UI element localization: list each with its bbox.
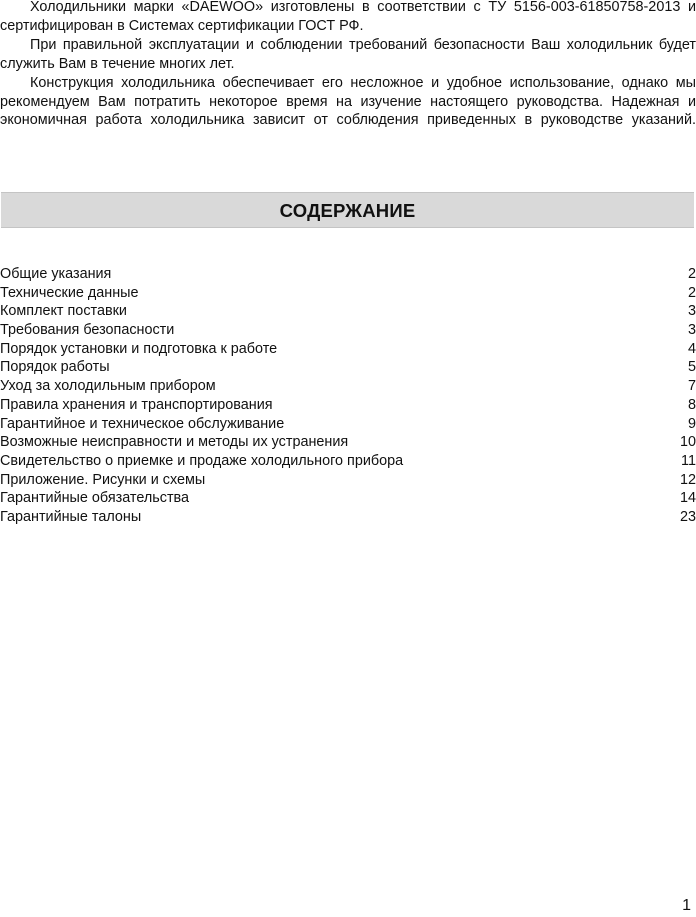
toc-entry-page: 14: [679, 490, 696, 507]
toc-entry[interactable]: [0, 358, 696, 377]
toc-entry-label: Технические данные: [0, 284, 139, 301]
toc-entry-label: Гарантийные талоны: [0, 508, 142, 525]
toc-entry-page: 2: [687, 284, 696, 301]
toc-entry-page: 3: [687, 303, 696, 320]
toc-entry-label: Возможные неисправности и методы их устранения: [0, 434, 349, 451]
page-number: 1: [682, 897, 691, 914]
intro-paragraph: Холодильники марки «DAEWOO» изготовлены в соответствии с ТУ 5156-003-61850758-2013 и сертифицирован в Системах сертификации ГОСТ РФ.: [0, 0, 696, 34]
toc-title: СОДЕРЖАНИЕ: [279, 200, 416, 221]
toc-entry-label: Общие указания: [0, 266, 112, 282]
toc-entry[interactable]: [0, 415, 696, 434]
toc-entry-page: 12: [679, 471, 696, 488]
toc-header-banner: [1, 192, 694, 228]
toc-entry-label: Правила хранения и транспортирования: [0, 396, 273, 413]
toc-entry-label: Порядок установки и подготовка к работе: [0, 340, 278, 357]
toc-entry-page: 2: [687, 266, 696, 282]
toc-entry[interactable]: [0, 340, 696, 359]
toc-entry[interactable]: [0, 265, 696, 284]
toc-entry[interactable]: [0, 396, 696, 415]
toc-entry-label: Порядок работы: [0, 359, 110, 376]
toc-entry[interactable]: [0, 302, 696, 321]
toc-entry-label: Комплект поставки: [0, 303, 127, 320]
intro-paragraph: При правильной эксплуатации и соблюдении требований безопасности Ваш холодильник будет служить Вам в течение многих лет.: [0, 36, 696, 72]
toc-entry[interactable]: [0, 377, 696, 396]
toc-entry-label: Приложение. Рисунки и схемы: [0, 471, 206, 488]
toc-entry[interactable]: [0, 433, 696, 452]
toc-entry-page: 4: [687, 340, 696, 357]
toc-entry-page: 3: [687, 322, 696, 339]
toc-entry-page: 10: [679, 434, 696, 451]
toc-entry-label: Свидетельство о приемке и продаже холодильного прибора: [0, 452, 404, 469]
toc-entry[interactable]: [0, 471, 696, 490]
toc-entry-page: 8: [687, 396, 696, 413]
intro-paragraph: Конструкция холодильника обеспечивает его несложное и удобное использование, однако мы рекомендуем Вам потратить некоторое время на изучение настоящего руководства. Надежная и экономичная работа холодильника зависит от соблюдения приведенных в руководстве указаний.: [0, 74, 696, 129]
intro-text: [0, 0, 696, 130]
toc-entry-label: Гарантийные обязательства: [0, 490, 190, 507]
toc-entry[interactable]: [0, 489, 696, 508]
toc-entry-page: 11: [681, 452, 696, 469]
toc-entry-page: 23: [679, 508, 696, 525]
toc-entry[interactable]: [0, 452, 696, 471]
toc-entry[interactable]: [0, 508, 696, 527]
toc-entry[interactable]: [0, 321, 696, 340]
toc-entry-page: 5: [687, 359, 696, 376]
toc-entry[interactable]: [0, 284, 696, 303]
table-of-contents: [0, 265, 696, 527]
toc-entry-label: Требования безопасности: [0, 322, 175, 339]
toc-entry-label: Уход за холодильным прибором: [0, 378, 216, 395]
toc-entry-label: Гарантийное и техническое обслуживание: [0, 415, 285, 432]
toc-entry-page: 7: [687, 378, 696, 395]
toc-entry-page: 9: [687, 415, 696, 432]
